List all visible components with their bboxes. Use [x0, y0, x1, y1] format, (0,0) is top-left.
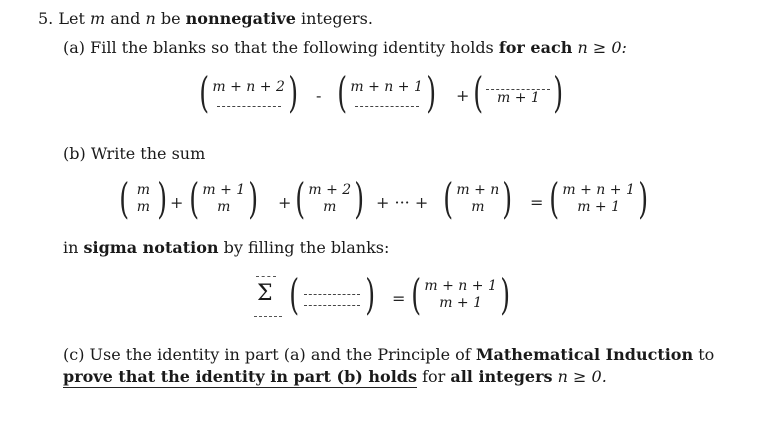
- ellipsis: + ··· +: [376, 193, 429, 212]
- binom-a1: ( m + n + 2 ): [199, 68, 298, 117]
- binom-b3: ( m + 2 m ): [295, 174, 365, 223]
- sigma-lower-blank[interactable]: [254, 316, 282, 317]
- sigma-symbol: Σ: [257, 281, 273, 306]
- equals-sign: =: [392, 289, 406, 308]
- equals-sign: -: [316, 86, 322, 105]
- plus-sign: +: [170, 193, 184, 212]
- part-c-prompt: (c) Use the identity in part (a) and the Principle of Mathematical Induction to: [63, 345, 715, 364]
- part-c-prompt-2: prove that the identity in part (b) holds for all integers n ≥ 0.: [63, 367, 607, 386]
- sigma-upper-blank[interactable]: [256, 276, 276, 277]
- blank-a3[interactable]: [486, 79, 550, 90]
- problem-number: 5.: [38, 9, 54, 28]
- problem-statement: 5. Let m and n be nonnegative integers.: [38, 9, 373, 28]
- plus-sign: +: [456, 86, 470, 105]
- sigma-blank-top[interactable]: [304, 284, 360, 295]
- binom-a3: ( m + 1 ): [473, 68, 564, 117]
- blank-a2[interactable]: [355, 96, 419, 107]
- binom-b2: ( m + 1 m ): [189, 174, 259, 223]
- sigma-blank-bottom[interactable]: [304, 295, 360, 306]
- binom-b5: ( m + n + 1 m + 1 ): [549, 174, 648, 223]
- part-b-followup: in sigma notation by filling the blanks:: [63, 238, 390, 257]
- binom-b4: ( m + n m ): [443, 174, 513, 223]
- part-b-prompt: (b) Write the sum: [63, 144, 206, 163]
- blank-a1[interactable]: [217, 96, 281, 107]
- binom-sum-result: ( m + n + 1 m + 1 ): [411, 270, 510, 319]
- sigma-binom: ( ): [289, 270, 376, 319]
- binom-a2: ( m + n + 1 ): [337, 68, 436, 117]
- equals-sign: =: [530, 193, 544, 212]
- plus-sign: +: [278, 193, 292, 212]
- part-a-prompt: (a) Fill the blanks so that the following identity holds for each n ≥ 0:: [63, 38, 627, 57]
- binom-b1: ( m m ): [119, 174, 168, 223]
